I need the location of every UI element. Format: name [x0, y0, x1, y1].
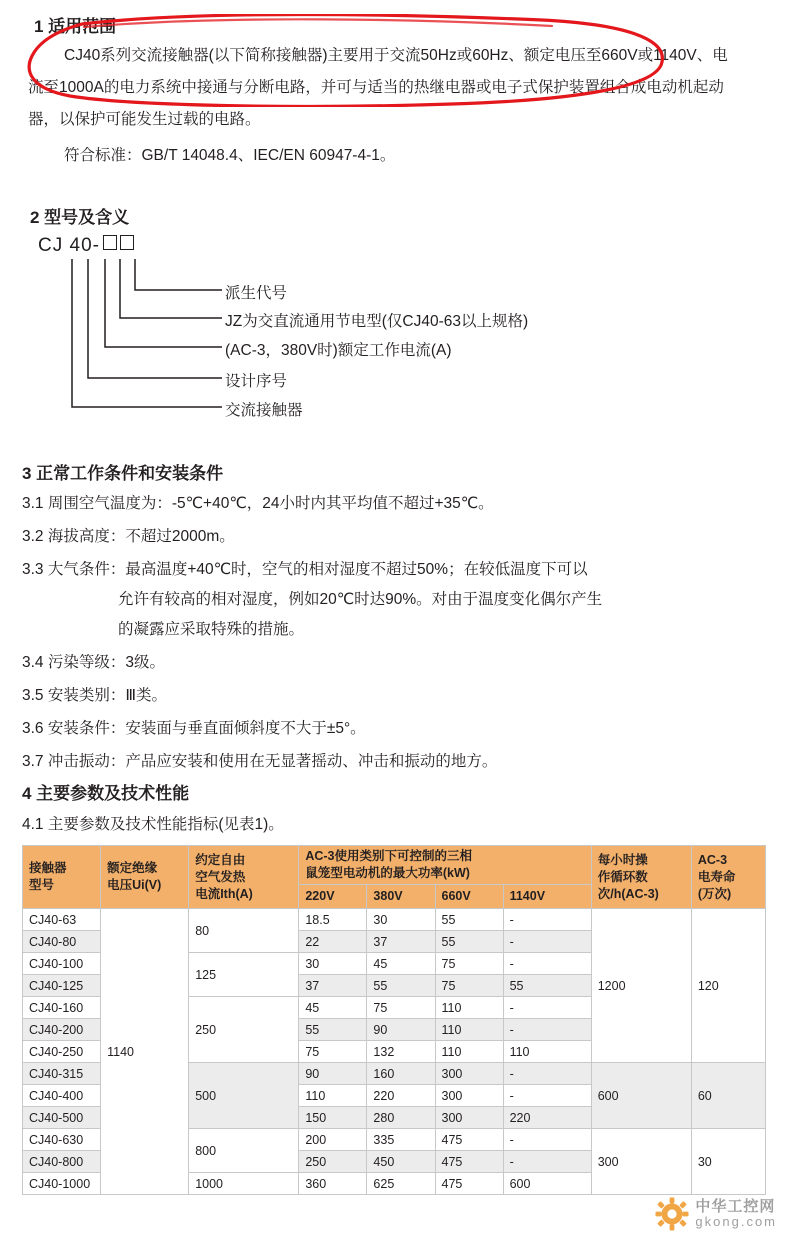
cell-ith: 250: [189, 997, 299, 1063]
section-1-paragraph-1: CJ40系列交流接触器(以下简称接触器)主要用于交流50Hz或60Hz、额定电压至660V或1140V、电流至1000A的电力系统中接通与分断电路，并可与适当的热继电器或电子式保护装置组合成电动机起动器，以保护可能发生过载的电路。: [28, 47, 728, 128]
cell-ops: 300: [591, 1129, 691, 1195]
cell-p660: 300: [435, 1085, 503, 1107]
cell-p1140: 55: [503, 975, 591, 997]
th-ui-text: 额定绝缘 电压Ui(V): [107, 861, 162, 892]
watermark: [655, 1197, 777, 1231]
watermark-cn: 中华工控网: [695, 1198, 776, 1216]
section-3-title: 3 正常工作条件和安装条件: [22, 464, 224, 483]
cell-p380: 280: [367, 1107, 435, 1129]
list-item: 3.5 安装类别：Ⅲ类。: [22, 687, 168, 704]
cell-p220: 75: [299, 1041, 367, 1063]
cell-p380: 625: [367, 1173, 435, 1195]
cell-life: 60: [691, 1063, 765, 1129]
table-header-row: [23, 846, 766, 885]
cell-model: CJ40-160: [23, 997, 101, 1019]
section-2-title: 2 型号及含义: [30, 208, 130, 227]
cell-model: CJ40-1000: [23, 1173, 101, 1195]
cell-p220: 18.5: [299, 909, 367, 931]
cell-p660: 75: [435, 975, 503, 997]
cell-model: CJ40-250: [23, 1041, 101, 1063]
th-1140v: 1140V: [503, 885, 591, 909]
th-ops: [591, 846, 691, 909]
cell-p660: 110: [435, 997, 503, 1019]
th-ops-text: 每小时操 作循环数 次/h(AC-3): [597, 852, 659, 901]
cell-p660: 110: [435, 1041, 503, 1063]
list-item: 3.7 冲击振动：产品应安装和使用在无显著摇动、冲击和振动的地方。: [22, 753, 498, 770]
cell-ith: 1000: [189, 1173, 299, 1195]
model-code-text: CJ 40-: [38, 235, 134, 257]
cell-p660: 55: [435, 909, 503, 931]
th-life-text: AC-3 电寿命 (万次): [697, 852, 736, 901]
cell-p660: 300: [435, 1063, 503, 1085]
section-4-title: 4 主要参数及技术性能: [22, 784, 190, 803]
cell-ith: 500: [189, 1063, 299, 1129]
cell-p220: 90: [299, 1063, 367, 1085]
cell-p380: 30: [367, 909, 435, 931]
list-item: 3.1 周围空气温度为：-5℃+40℃，24小时内其平均值不超过+35℃。: [22, 495, 494, 512]
model-label-4: 交流接触器: [225, 402, 303, 419]
cell-model: CJ40-80: [23, 931, 101, 953]
cell-model: CJ40-200: [23, 1019, 101, 1041]
cell-p1140: -: [503, 1019, 591, 1041]
list-item-line-2: 允许有较高的相对湿度，例如20℃时达90%。对由于温度变化偶尔产生: [118, 591, 603, 608]
cell-model: CJ40-125: [23, 975, 101, 997]
list-item-line-3: 的凝露应采取特殊的措施。: [118, 621, 305, 638]
cell-p380: 335: [367, 1129, 435, 1151]
th-220v: 220V: [299, 885, 367, 909]
cell-p380: 90: [367, 1019, 435, 1041]
cell-p380: 55: [367, 975, 435, 997]
th-life: [691, 846, 765, 909]
cell-p220: 200: [299, 1129, 367, 1151]
cell-p1140: 600: [503, 1173, 591, 1195]
cell-p220: 30: [299, 953, 367, 975]
cell-p1140: -: [503, 1063, 591, 1085]
th-model-text: 接触器 型号: [29, 861, 67, 892]
cell-p220: 22: [299, 931, 367, 953]
cell-p220: 250: [299, 1151, 367, 1173]
cell-model: CJ40-400: [23, 1085, 101, 1107]
cell-p660: 475: [435, 1173, 503, 1195]
cell-p220: 360: [299, 1173, 367, 1195]
cell-model: CJ40-100: [23, 953, 101, 975]
cell-ith: 800: [189, 1129, 299, 1173]
th-model: [23, 846, 101, 909]
cell-ui: 1140: [101, 909, 189, 1195]
cell-p660: 75: [435, 953, 503, 975]
cell-p1140: -: [503, 909, 591, 931]
gear-icon: [655, 1197, 689, 1231]
cell-p380: 75: [367, 997, 435, 1019]
model-label-1: JZ为交直流通用节电型(仅CJ40-63以上规格): [225, 313, 529, 330]
cell-model: CJ40-315: [23, 1063, 101, 1085]
cell-p380: 132: [367, 1041, 435, 1063]
cell-p1140: -: [503, 1151, 591, 1173]
cell-model: CJ40-63: [23, 909, 101, 931]
spec-table: [22, 845, 766, 1195]
cell-p380: 450: [367, 1151, 435, 1173]
th-ith: [189, 846, 299, 909]
cell-p660: 475: [435, 1129, 503, 1151]
cell-p1140: -: [503, 953, 591, 975]
cell-p220: 110: [299, 1085, 367, 1107]
section-1-title: 1 适用范围: [34, 17, 117, 36]
th-380v: 380V: [367, 885, 435, 909]
section-3-list: [22, 489, 762, 780]
cell-p1140: -: [503, 1085, 591, 1107]
spec-table-wrap: [22, 845, 766, 1195]
cell-p660: 475: [435, 1151, 503, 1173]
cell-p1140: 220: [503, 1107, 591, 1129]
th-power-group: [299, 846, 591, 885]
th-ui: [101, 846, 189, 909]
cell-ops: 600: [591, 1063, 691, 1129]
watermark-en: gkong.com: [695, 1214, 777, 1230]
cell-model: CJ40-500: [23, 1107, 101, 1129]
th-ith-text: 约定自由 空气发热 电流Ith(A): [195, 852, 253, 901]
model-code-diagram: [22, 235, 762, 435]
list-item: 3.4 污染等级：3级。: [22, 654, 165, 671]
cell-p220: 37: [299, 975, 367, 997]
cell-ith: 125: [189, 953, 299, 997]
cell-p1140: -: [503, 997, 591, 1019]
cell-p380: 45: [367, 953, 435, 975]
section-1-paragraph-2: 符合标准：GB/T 14048.4、IEC/EN 60947-4-1。: [64, 147, 396, 164]
section-4-paragraph: 4.1 主要参数及技术性能指标(见表1)。: [22, 816, 284, 833]
cell-p660: 110: [435, 1019, 503, 1041]
table-row: [23, 909, 766, 931]
cell-p220: 45: [299, 997, 367, 1019]
cell-p380: 37: [367, 931, 435, 953]
th-power-group-text: AC-3使用类别下可控制的三相 鼠笼型电动机的最大功率(kW): [305, 849, 473, 880]
cell-p1140: 110: [503, 1041, 591, 1063]
list-item: [22, 555, 762, 645]
cell-p1140: -: [503, 1129, 591, 1151]
list-item-line-1: 3.3 大气条件：最高温度+40℃时，空气的相对湿度不超过50%；在较低温度下可以: [22, 561, 588, 578]
cell-life: 30: [691, 1129, 765, 1195]
list-item: 3.2 海拔高度：不超过2000m。: [22, 528, 235, 545]
cell-p220: 150: [299, 1107, 367, 1129]
cell-p660: 300: [435, 1107, 503, 1129]
th-660v: 660V: [435, 885, 503, 909]
list-item: 3.6 安装条件：安装面与垂直面倾斜度不大于±5°。: [22, 720, 366, 737]
cell-model: CJ40-800: [23, 1151, 101, 1173]
model-label-0: 派生代号: [225, 285, 288, 302]
cell-p220: 55: [299, 1019, 367, 1041]
model-label-2: (AC-3，380V时)额定工作电流(A): [225, 342, 452, 359]
model-label-3: 设计序号: [225, 373, 288, 390]
cell-model: CJ40-630: [23, 1129, 101, 1151]
cell-life: 120: [691, 909, 765, 1063]
cell-p660: 55: [435, 931, 503, 953]
cell-p1140: -: [503, 931, 591, 953]
cell-p380: 160: [367, 1063, 435, 1085]
watermark-text: [695, 1199, 777, 1228]
model-leader-lines: [22, 235, 762, 435]
cell-ith: 80: [189, 909, 299, 953]
cell-p380: 220: [367, 1085, 435, 1107]
cell-ops: 1200: [591, 909, 691, 1063]
spec-table-body: [23, 909, 766, 1195]
